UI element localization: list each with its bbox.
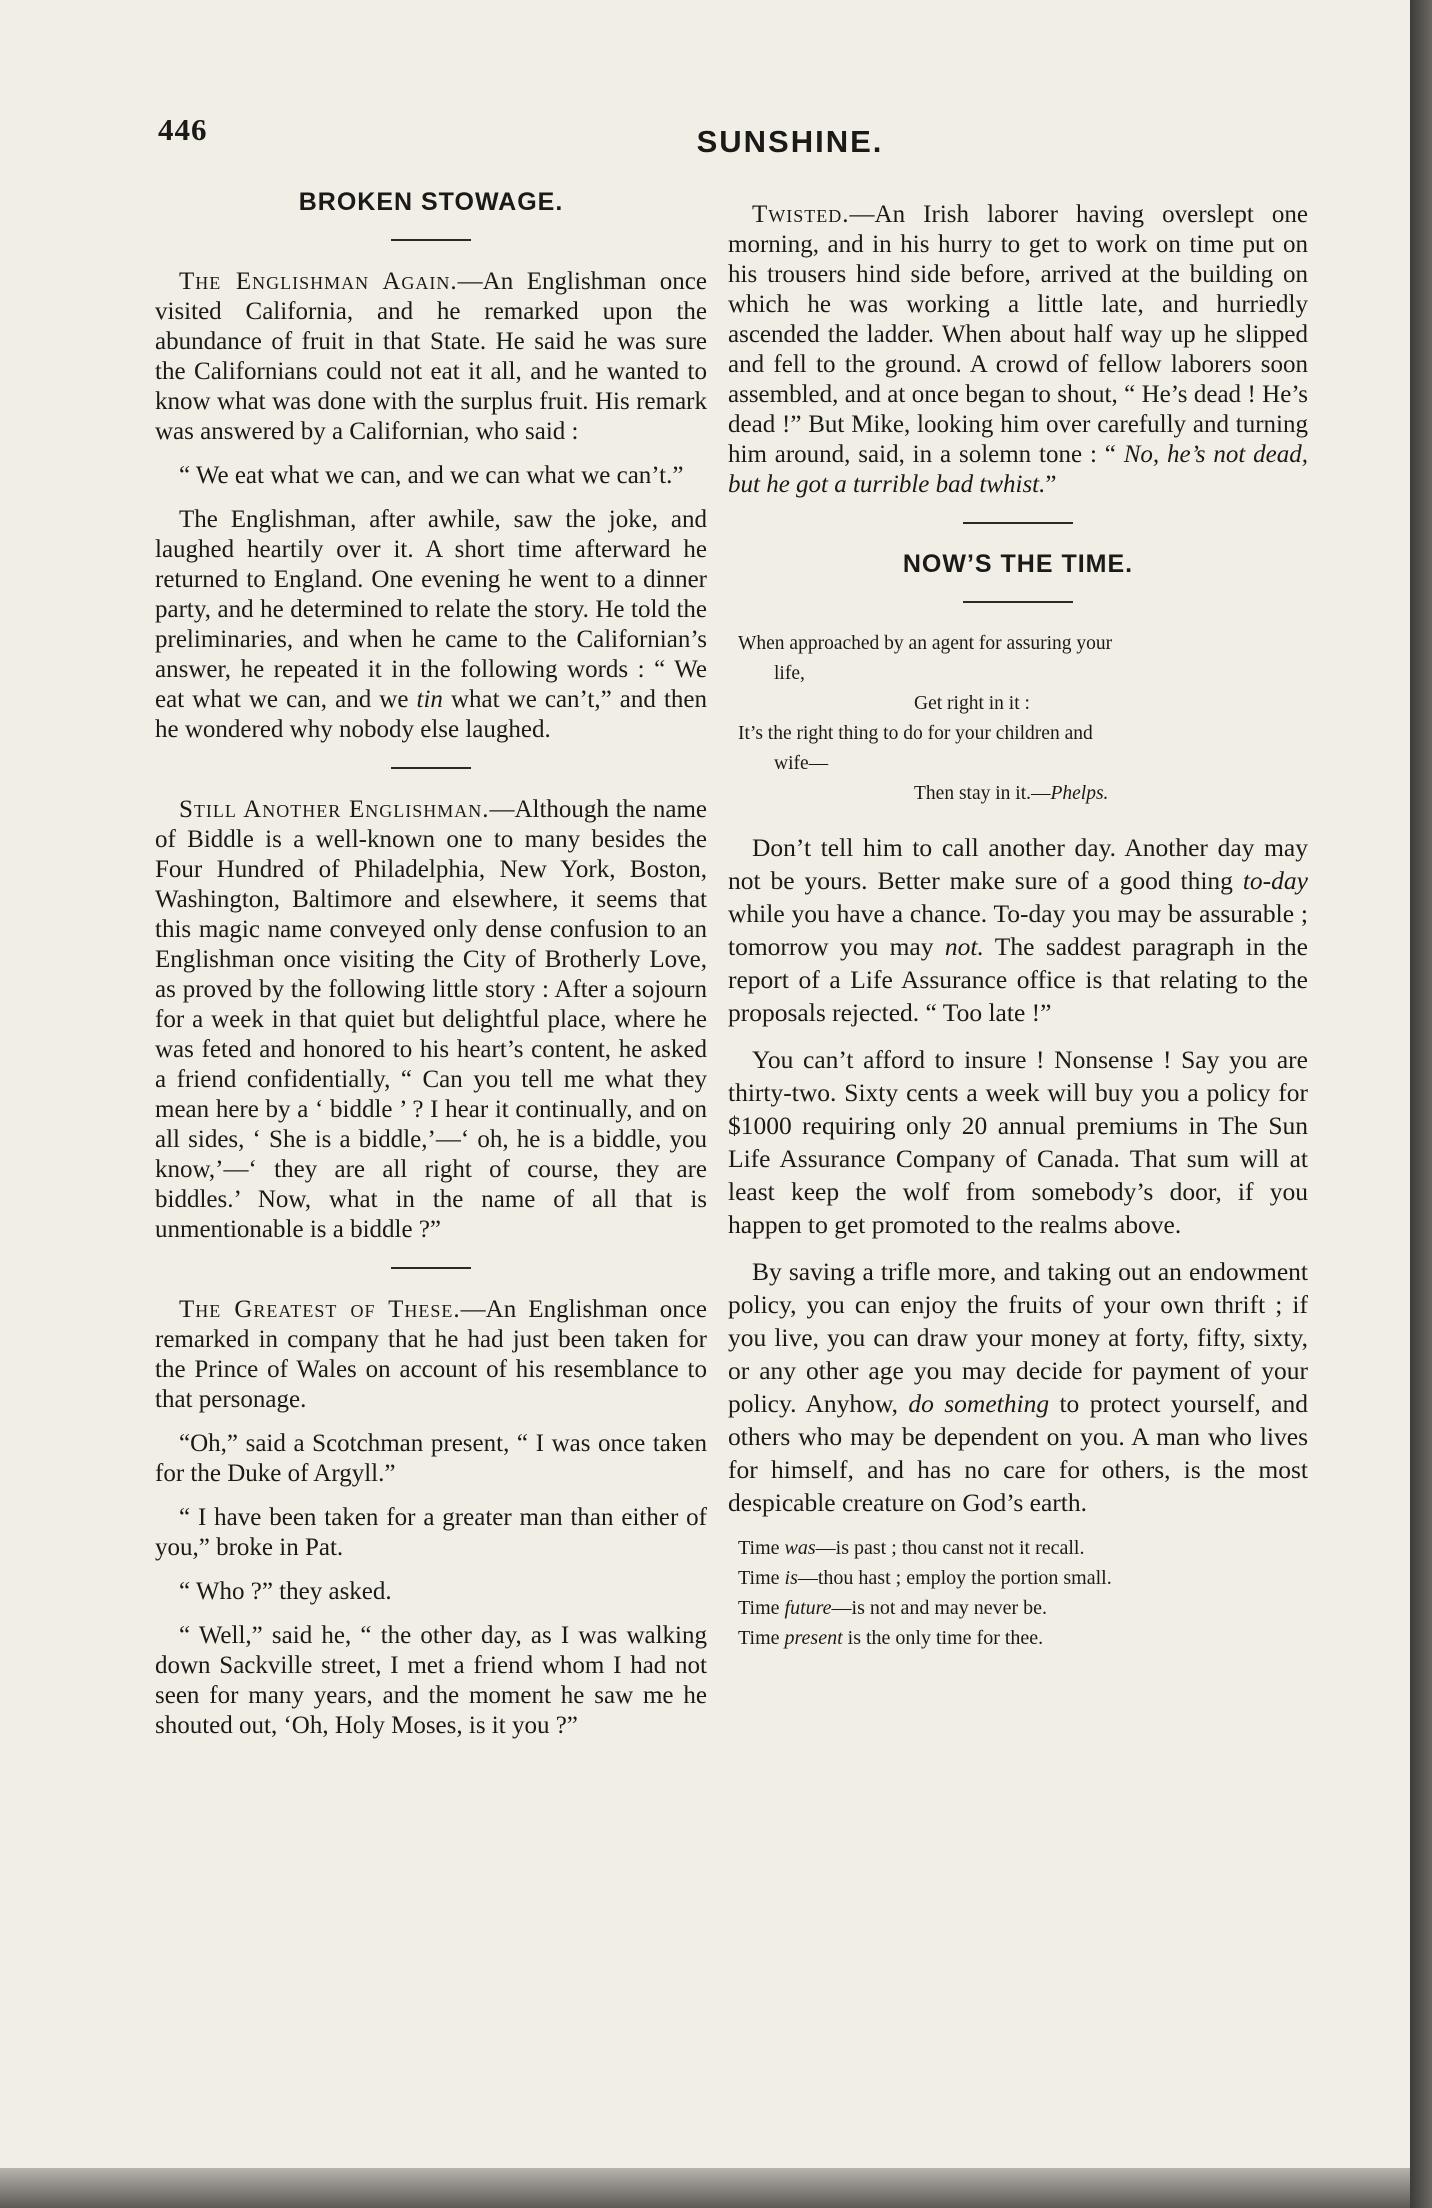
paragraph-text: Don’t tell him to call another day. Another day may not be yours. Better make sure of a good thing [728,833,1308,895]
quote: “ We eat what we can, and we can what we can’t.” [179,462,684,489]
paragraph [155,795,707,1245]
paragraph-text: The Englishman, after awhile, saw the joke, and laughed heartily over it. A short time afterward he returned to England. One evening he went to a dinner party, and he determined to relate the story. He told the preliminaries, and when he came to the Californian’s answer, he repeated it in the following words : “ We eat what we can, and we [155,506,707,713]
paragraph-text: —An Englishman once visited California, and he remarked upon the abundance of fruit in that State. He said he was sure the Californians could not eat it all, and he wanted to know what was done with the surplus fruit. His remark was answered by a Californian, who said : [155,268,708,445]
item-lead: The Greatest of These. [179,1296,461,1323]
divider [963,522,1073,524]
italic-word: to-day [1242,866,1308,895]
paragraph [155,1295,707,1415]
essay [728,831,1308,1519]
paragraph [728,831,1308,1029]
paragraph: “Oh,” said a Scotchman present, “ I was once taken for the Duke of Argyll.” [155,1430,707,1487]
item-lead: Still Another Englishman. [179,796,490,823]
right-column [728,200,1308,1653]
item-lead: Twisted. [752,201,850,228]
verse-line [738,1593,1308,1623]
verse-text: Time [738,1627,785,1649]
verse-text: Time [738,1567,785,1589]
verse-text: —is not and may never be. [831,1597,1048,1619]
paragraph: You can’t afford to insure ! Nonsense ! Say you are thirty-two. Sixty cents a week will buy you a policy for $1000 requiring only 20 annual premiums in The Sun Life Assurance Company of Canada. That sum will at least keep the wolf from somebody’s door, if you happen to get promoted to the realms above. [728,1045,1308,1239]
paragraph: “ Well,” said he, “ the other day, as I was walking down Sackville street, I met a friend whom I had not seen for many years, and the moment he saw me he shouted out, ‘Oh, Holy Moses, is it you ?” [155,1622,707,1739]
running-title: SUNSHINE. [696,124,884,159]
closing-verse [738,1533,1308,1653]
verse-line [738,1563,1308,1593]
paragraph-text: —An Englishman once remarked in company that he had just been taken for the Prince of Wales on account of his resemblance to that personage. [155,1296,707,1413]
paragraph-text: —Although the name of Biddle is a well-known one to many besides the Four Hundred of Philadelphia, New York, Boston, Washington, Baltimore and elsewhere, it seems that this magic name conveyed only dense confusion to an Englishman once visiting the City of Brotherly Love, as proved by the following little story : After a sojourn for a week in that quiet but delightful place, where he was feted and honored to his heart’s content, he asked a friend confidentially, “ Can you tell me what they mean here by a ‘ biddle ’ ? I hear it continually, and on all sides, ‘ She is a biddle,’—‘ oh, he is a biddle, you know,’—‘ they are all right of course, they are biddles.’ Now, what in the name of all that is unmentionable is a biddle ?” [155,796,707,1243]
poem-text: Then stay in it.— [914,783,1051,804]
paragraph-text: The saddest paragraph in the report of a Life Assurance office is that relating to the proposals rejected. “ Too late !” [728,932,1308,1027]
poem-line: life, [774,663,805,684]
italic-quote: No, he’s not dead, but he got a turrible bad twhist. [728,441,1308,498]
paragraph-text: to protect yourself, and others who may be dependent on you. A man who lives for himself, and has no care for others, is the most despicable creature on God’s earth. [728,1389,1309,1517]
page-bottom-edge [0,2168,1410,2208]
divider [391,1267,471,1269]
paragraph [728,1255,1308,1519]
paragraph-text: while you have a chance. To-day you may be assurable ; tomorrow you may [728,899,1308,961]
paragraph-text: —An Irish laborer having overslept one morning, and in his hurry to get to work on time put on his trousers hind side before, arrived at the building on which he was working a little late, and hurriedly ascended the ladder. When about half way up he slipped and fell to the ground. A crowd of fellow laborers soon assembled, and at once began to shout, “ He’s dead ! He’s dead !” But Mike, looking him over carefully and turning him around, said, in a solemn tone : “ [728,201,1308,468]
paragraph-text: By saving a trifle more, and taking out an endowment policy, you can enjoy the fruits of your own thrift ; if you live, you can draw your money at forty, fifty, sixty, or any other age you may decide for payment of your policy. Anyhow, [728,1257,1308,1418]
verse-text: Time [738,1597,785,1619]
italic-word: do something [908,1389,1050,1418]
poem-line: Get right in it : [914,693,1030,714]
paragraph: “ I have been taken for a greater man than either of you,” broke in Pat. [155,1504,707,1561]
divider [391,767,471,769]
verse-line [738,1533,1308,1563]
verse-italic: is [784,1567,798,1589]
verse-text: Time [738,1537,785,1559]
item-lead: The Englishman Again. [179,268,458,295]
poem-line: When approached by an agent for assuring your [738,633,1113,654]
paragraph-text: what we can’t,” and then he wondered why nobody else laughed. [155,686,707,743]
left-column [155,178,707,1755]
paragraph [728,200,1308,500]
divider [391,239,471,241]
paragraph: “ Who ?” they asked. [179,1578,392,1605]
divider [963,601,1073,603]
poem-line: It’s the right thing to do for your children and [738,723,1093,744]
section-title-nows-the-time: NOW’S THE TIME. [902,550,1134,578]
italic-word: tin [416,686,443,713]
page-binding-edge [1410,0,1432,2208]
poem-attribution: Phelps. [1050,783,1109,804]
page-number: 446 [158,112,208,147]
verse-italic: present [784,1627,843,1649]
paragraph-text: ” [1045,471,1057,498]
paragraph [155,505,707,745]
poem-line [738,779,1308,809]
poem-stanza [738,629,1308,809]
section-title-broken-stowage: BROKEN STOWAGE. [298,188,564,216]
verse-italic: was [784,1537,816,1559]
verse-italic: future [784,1597,832,1619]
verse-line [738,1623,1308,1653]
italic-word: not. [944,932,984,961]
verse-text: —is past ; thou canst not it recall. [815,1537,1085,1559]
paragraph [155,267,707,447]
poem-line: wife— [774,753,829,774]
verse-text: —thou hast ; employ the portion small. [797,1567,1112,1589]
verse-text: is the only time for thee. [842,1627,1044,1649]
